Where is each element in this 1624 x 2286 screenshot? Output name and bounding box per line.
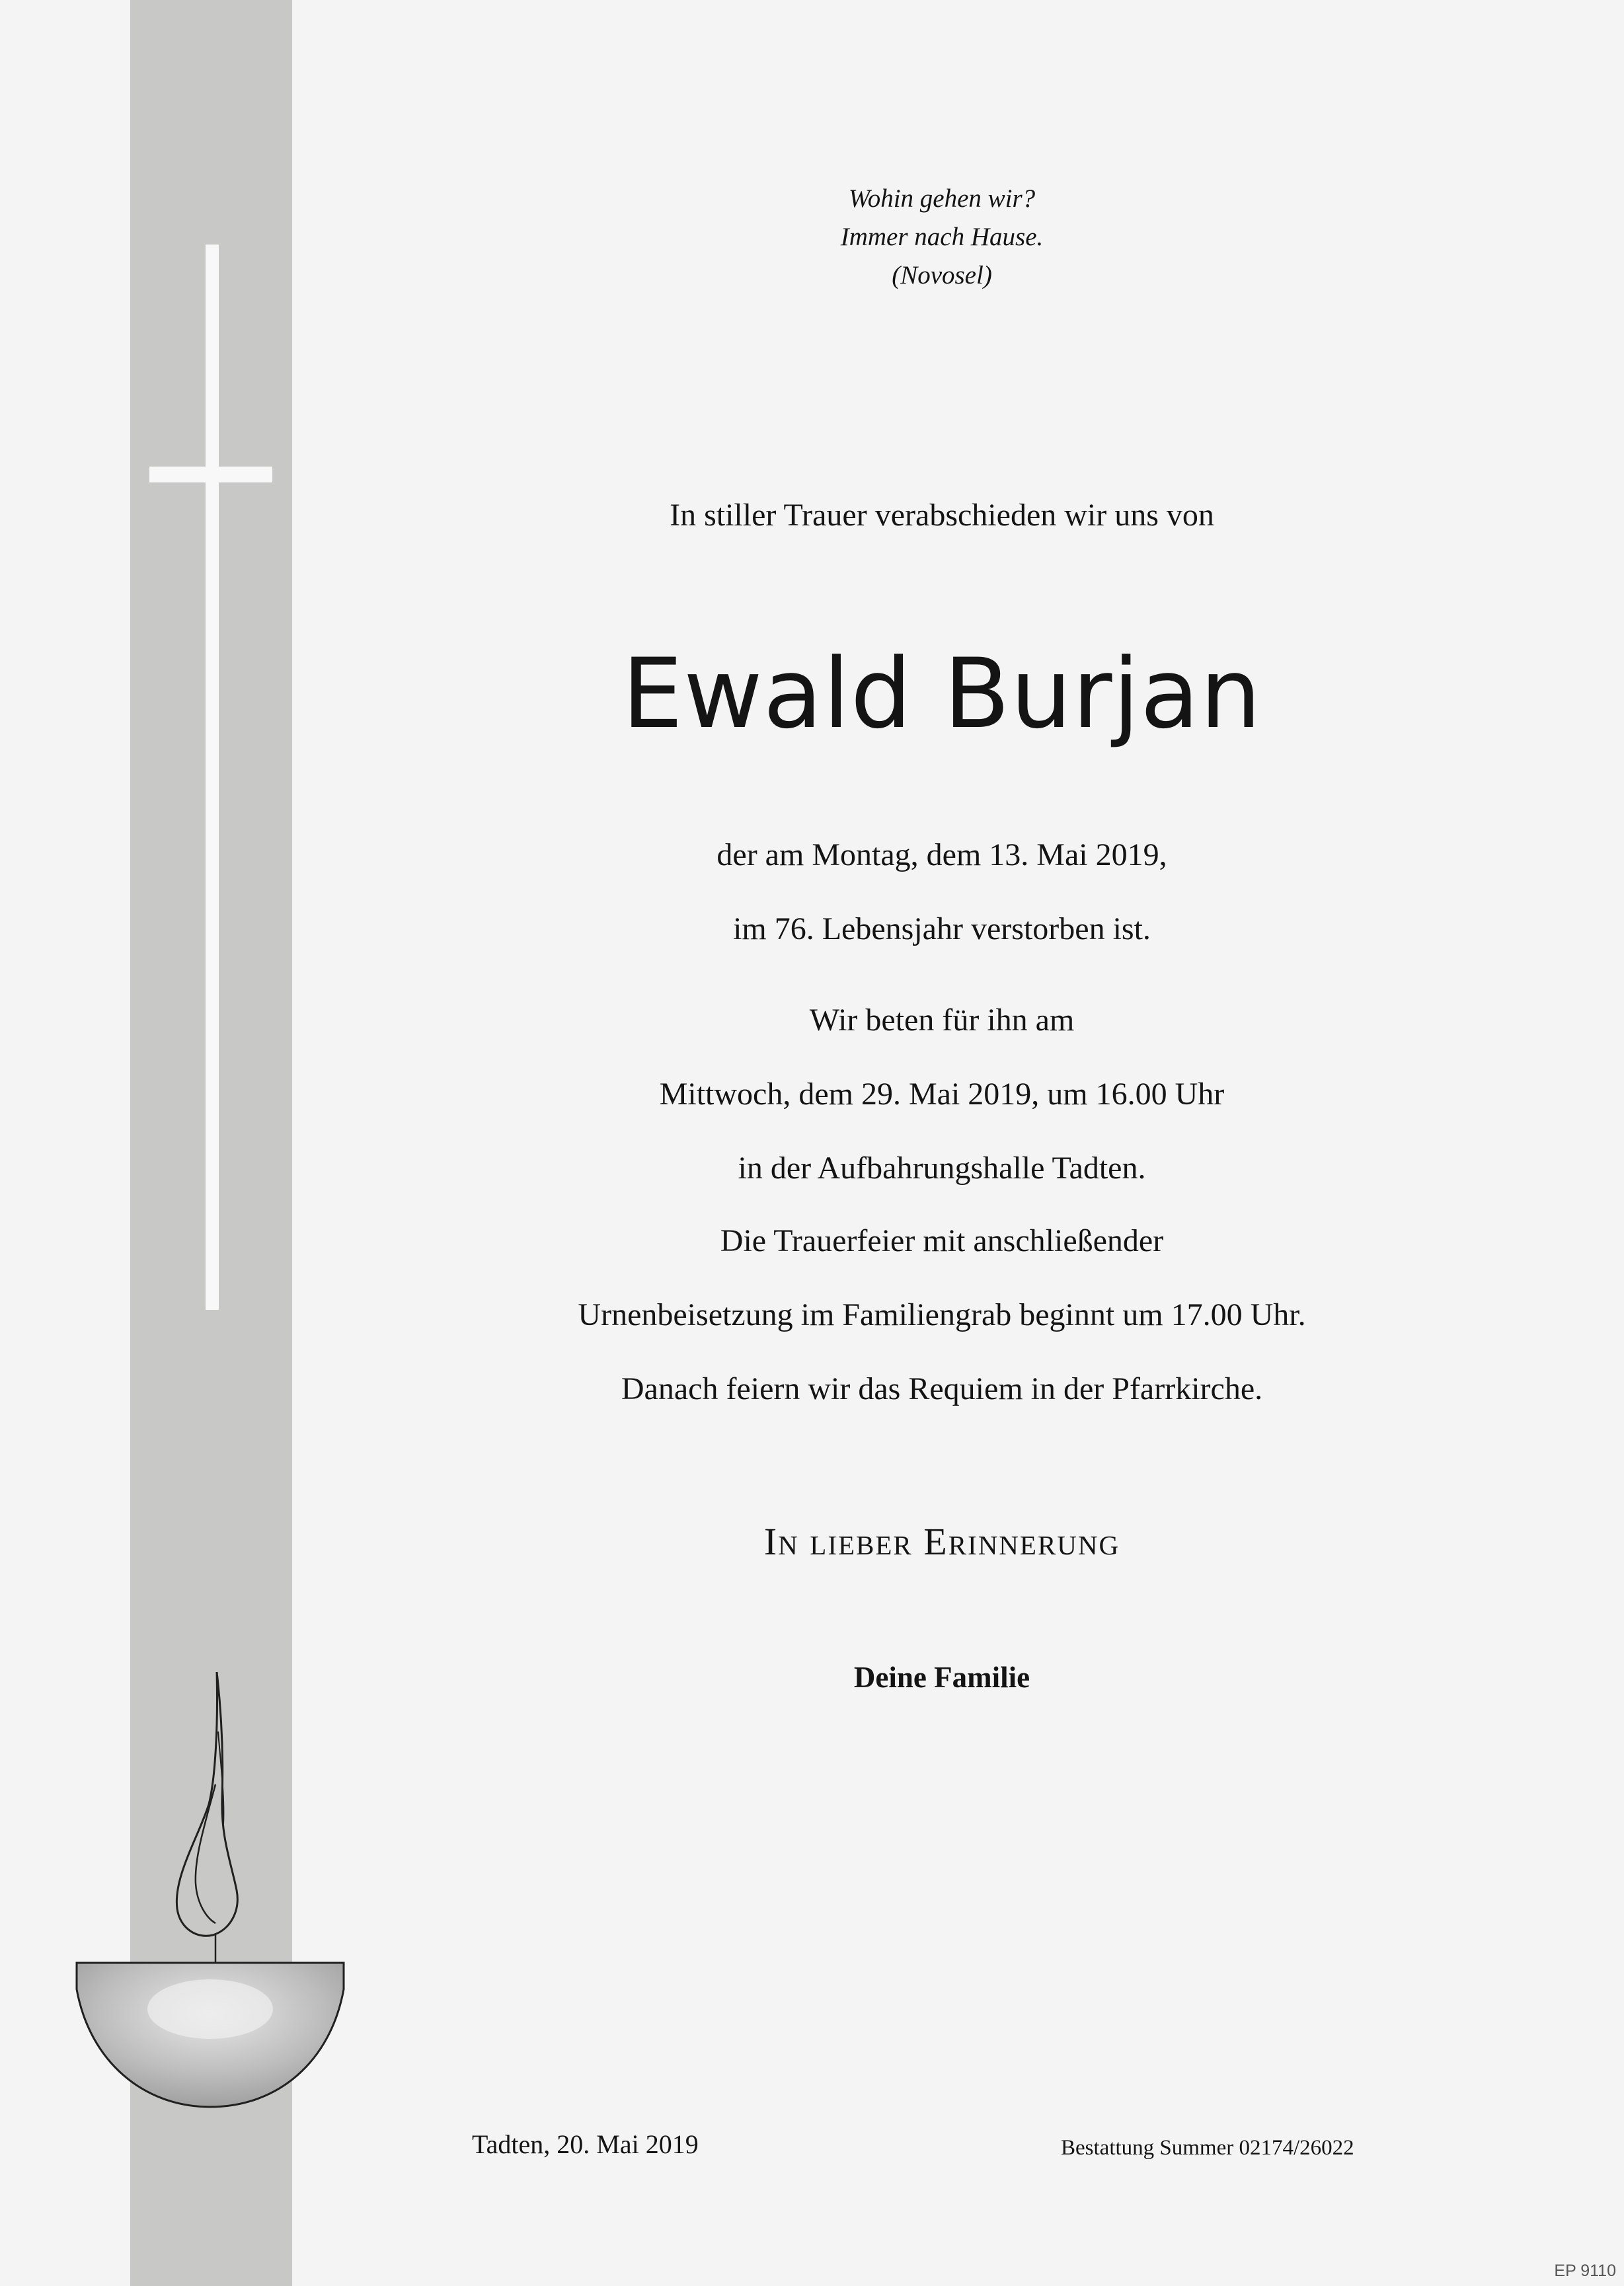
ceremony-notice [502, 1204, 1381, 1426]
remembrance-heading: In lieber Erinnerung [763, 1520, 1120, 1563]
ceremony-line: Danach feiern wir das Requiem in der Pfarrkirche. [621, 1371, 1263, 1406]
quote-line: Immer nach Hause. [840, 223, 1044, 251]
candle-bowl-icon [66, 1665, 357, 2128]
cross-icon [206, 245, 219, 1310]
prayer-location-line: in der Aufbahrungshalle Tadten. [738, 1151, 1146, 1186]
family-signature: Deine Familie [853, 1661, 1030, 1694]
ceremony-line: Urnenbeisetzung im Familiengrab beginnt um 17.00 Uhr. [578, 1297, 1306, 1332]
prayer-date-line: Mittwoch, dem 29. Mai 2019, um 16.00 Uhr [659, 1077, 1225, 1112]
deceased-name: Ewald Burjan [621, 638, 1262, 750]
print-code: EP 9110 [1554, 2262, 1616, 2280]
intro-text: In stiller Trauer verabschieden wir uns von [670, 498, 1214, 533]
quote-line: Wohin gehen wir? [848, 184, 1036, 213]
place-date: Tadten, 20. Mai 2019 [472, 2129, 699, 2159]
cross-icon-crossbar [149, 467, 272, 482]
prayer-line: Wir beten für ihn am [809, 1003, 1075, 1038]
prayer-notice [502, 983, 1381, 1205]
quote [502, 180, 1381, 295]
death-date-line: der am Montag, dem 13. Mai 2019, [716, 837, 1167, 872]
ceremony-line: Die Trauerfeier mit anschließender [720, 1223, 1164, 1258]
age-line: im 76. Lebensjahr verstorben ist. [733, 911, 1151, 946]
funeral-home: Bestattung Summer 02174/26022 [1061, 2136, 1354, 2160]
death-notice [502, 818, 1381, 966]
quote-author: (Novosel) [892, 261, 992, 289]
